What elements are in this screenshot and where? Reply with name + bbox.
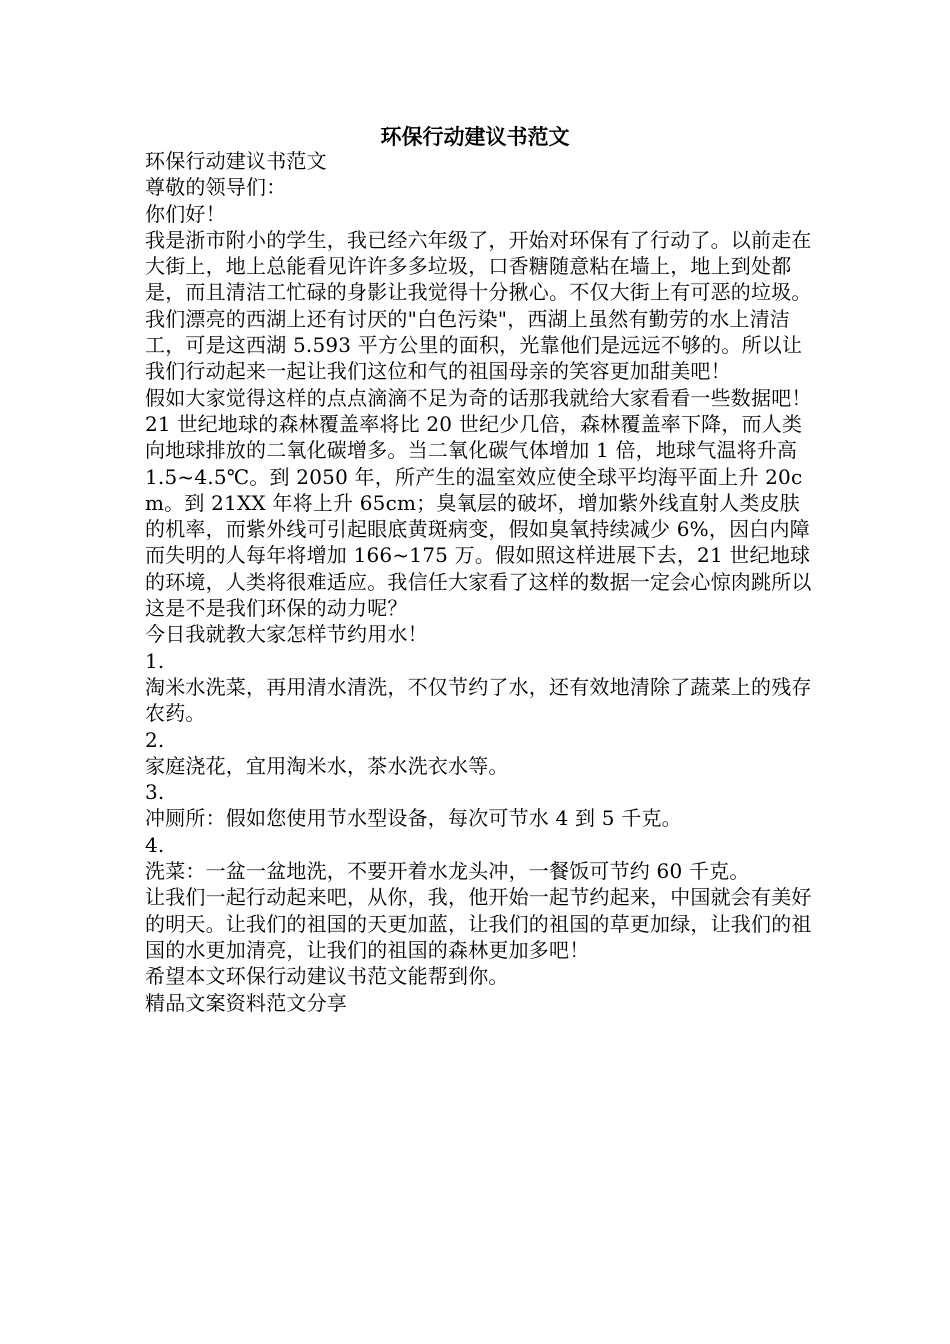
list-number-3: 3.	[145, 780, 165, 805]
paragraph-heading-repeat: 环保行动建议书范文	[145, 149, 327, 173]
paragraph-salutation: 尊敬的领导们：	[145, 175, 287, 200]
list-number-1: 1.	[145, 648, 165, 673]
paragraph-intro: 我是浙市附小的学生，我已经六年级了，开始对环保有了行动了。以前走在大街上，地上总能看见许许多多垃圾，口香糖随意粘在墙上，地上到处都是，而且清洁工忙碌的身影让我觉得十分揪心。不仅大街上有可恶的垃圾。我们漂亮的西湖上还有讨厌的"白色污染"，西湖上虽然有勤劳的水上清洁工，可是这西湖 5.593 平方公里的面积，光靠他们是远远不够的。所以让我们行动起来一起让我们这位和气的祖国母亲的笑容更加甜美吧！	[145, 227, 812, 384]
paragraph-greeting: 你们好！	[145, 201, 226, 226]
document-title: 环保行动建议书范文	[380, 124, 570, 149]
paragraph-data: 假如大家觉得这样的点点滴滴不足为奇的话那我就给大家看看一些数据吧！21 世纪地球的森林覆盖率将比 20 世纪少几倍，森林覆盖率下降，而人类向地球排放的二氧化碳增多。当二氧化碳气体增加 1 倍，地球气温将升高 1.5~4.5℃。到 2050 年，所产生的温室效应使全球平均海平面上升 20cm。到 21XX 年将上升 65cm；臭氧层的破坏，增加紫外线直射人类皮肤的机率，而紫外线可引起眼底黄斑病变，假如臭氧持续减少 6%，因白内障而失明的人每年将增加 166~175 万。假如照这样进展下去，21 世纪地球的环境，人类将很难适应。我信任大家看了这样的数据一定会心惊肉跳所以这是不是我们环保的动力呢？	[145, 385, 812, 621]
list-item-2: 家庭浇花，宜用淘米水，茶水洗衣水等。	[145, 753, 509, 778]
paragraph-water-intro: 今日我就教大家怎样节约用水！	[145, 622, 428, 647]
paragraph-footer: 精品文案资料范文分享	[145, 990, 347, 1015]
list-item-3: 冲厕所：假如您使用节水型设备，每次可节水 4 到 5 千克。	[145, 806, 682, 831]
document-body	[145, 148, 815, 1016]
list-number-4: 4.	[145, 832, 165, 857]
list-item-1: 淘米水洗菜，再用清水清洗，不仅节约了水，还有效地清除了蔬菜上的残存农药。	[145, 674, 812, 726]
paragraph-call-to-action: 让我们一起行动起来吧，从你，我，他开始一起节约起来，中国就会有美好的明天。让我们的祖国的天更加蓝，让我们的祖国的草更加绿，让我们的祖国的水更加清亮，让我们的祖国的森林更加多吧！	[145, 885, 812, 962]
list-item-4: 洗菜：一盆一盆地洗，不要开着水龙头冲，一餐饭可节约 60 千克。	[145, 859, 750, 884]
paragraph-closing: 希望本文环保行动建议书范文能帮到你。	[145, 964, 509, 989]
list-number-2: 2.	[145, 727, 165, 752]
